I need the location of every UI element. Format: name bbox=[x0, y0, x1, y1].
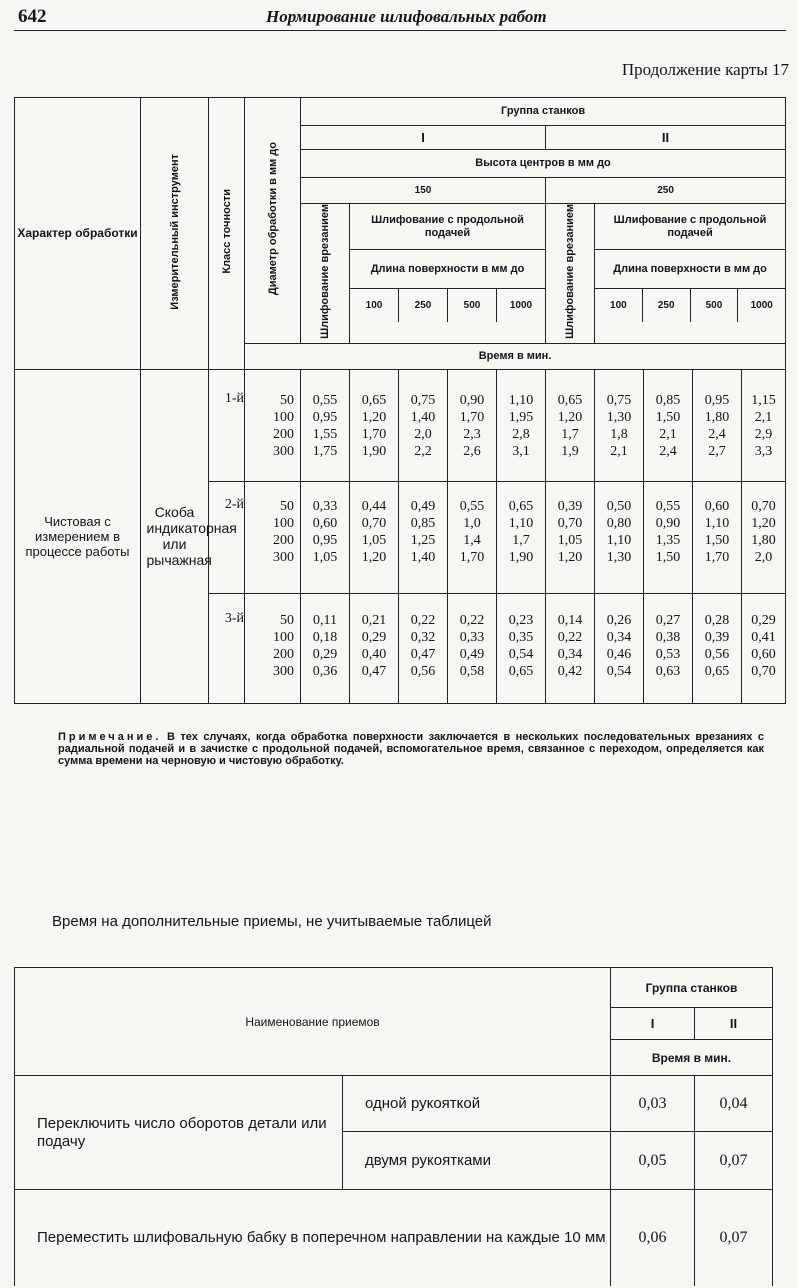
page-number: 642 bbox=[18, 6, 47, 27]
extra-time-table bbox=[14, 967, 773, 1286]
class-1-col-7: 0,75 1,30 1,8 2,1 bbox=[595, 369, 644, 481]
class-3-col-9: 0,28 0,39 0,56 0,65 bbox=[693, 593, 742, 703]
row-instrument: Скоба индикаторная или рычажная bbox=[141, 369, 209, 703]
value-one-handle-2: 0,04 bbox=[695, 1076, 773, 1132]
class-2-label: 2-й bbox=[209, 481, 245, 593]
class-3-diameters: 50 100 200 300 bbox=[245, 593, 301, 703]
header-length-2: Длина поверхности в мм до 100 250 500 1000 bbox=[595, 250, 786, 344]
class-3-col-5: 0,23 0,35 0,54 0,65 bbox=[497, 593, 546, 703]
header-extra-machine-group: Группа станков bbox=[611, 968, 773, 1008]
header-extra-group-1: I bbox=[611, 1008, 695, 1040]
class-1-label: 1-й bbox=[209, 369, 245, 481]
value-move-head-2: 0,07 bbox=[695, 1190, 773, 1286]
class-1-col-4: 0,90 1,70 2,3 2,6 bbox=[448, 369, 497, 481]
value-one-handle-1: 0,03 bbox=[611, 1076, 695, 1132]
header-operation-name: Наименование приемов bbox=[15, 968, 611, 1076]
class-2-col-4: 0,55 1,0 1,4 1,70 bbox=[448, 481, 497, 593]
class-1-col-1: 0,55 0,95 1,55 1,75 bbox=[301, 369, 350, 481]
class-2-col-3: 0,49 0,85 1,25 1,40 bbox=[399, 481, 448, 593]
class-2-col-9: 0,60 1,10 1,50 1,70 bbox=[693, 481, 742, 593]
class-2-col-7: 0,50 0,80 1,10 1,30 bbox=[595, 481, 644, 593]
class-3-col-10: 0,29 0,41 0,60 0,70 bbox=[742, 593, 786, 703]
header-character: Характер обработки bbox=[15, 98, 141, 370]
header-longitudinal-2: Шлифование с продольной подачей bbox=[595, 204, 786, 250]
class-2-col-10: 0,70 1,20 1,80 2,0 bbox=[742, 481, 786, 593]
section-subtitle: Время на дополнительные приемы, не учитываемые таблицей bbox=[52, 913, 492, 930]
header-time: Время в мин. bbox=[245, 343, 786, 369]
header-extra-time: Время в мин. bbox=[611, 1040, 773, 1076]
header-height-150: 150 bbox=[301, 178, 546, 204]
value-two-handles-2: 0,07 bbox=[695, 1132, 773, 1190]
header-instrument: Измерительный инструмент bbox=[141, 98, 209, 370]
class-3-col-2: 0,21 0,29 0,40 0,47 bbox=[350, 593, 399, 703]
page-header bbox=[14, 6, 786, 31]
header-center-height: Высота центров в мм до bbox=[301, 150, 786, 178]
class-1-col-3: 0,75 1,40 2,0 2,2 bbox=[399, 369, 448, 481]
class-3-label: 3-й bbox=[209, 593, 245, 703]
header-plunge-1: Шлифование врезанием bbox=[301, 204, 350, 344]
row-switch-two-handles: двумя рукоятками bbox=[343, 1132, 611, 1190]
class-3-col-8: 0,27 0,38 0,53 0,63 bbox=[644, 593, 693, 703]
header-longitudinal-1: Шлифование с продольной подачей bbox=[350, 204, 546, 250]
header-machine-group: Группа станков bbox=[301, 98, 786, 126]
header-length-1: Длина поверхности в мм до 100 250 500 1000 bbox=[350, 250, 546, 344]
class-1-col-9: 0,95 1,80 2,4 2,7 bbox=[693, 369, 742, 481]
row-switch-one-handle: одной рукояткой bbox=[343, 1076, 611, 1132]
header-group-2: II bbox=[546, 126, 786, 150]
class-1-col-6: 0,65 1,20 1,7 1,9 bbox=[546, 369, 595, 481]
header-extra-group-2: II bbox=[695, 1008, 773, 1040]
row-move-head: Переместить шлифовальную бабку в поперечном направлении на каждые 10 мм bbox=[15, 1190, 611, 1286]
class-2-col-6: 0,39 0,70 1,05 1,20 bbox=[546, 481, 595, 593]
class-3-col-1: 0,11 0,18 0,29 0,36 bbox=[301, 593, 350, 703]
class-2-col-2: 0,44 0,70 1,05 1,20 bbox=[350, 481, 399, 593]
class-2-col-1: 0,33 0,60 0,95 1,05 bbox=[301, 481, 350, 593]
class-1-col-8: 0,85 1,50 2,1 2,4 bbox=[644, 369, 693, 481]
class-1-col-10: 1,15 2,1 2,9 3,3 bbox=[742, 369, 786, 481]
class-1-col-5: 1,10 1,95 2,8 3,1 bbox=[497, 369, 546, 481]
class-2-diameters: 50 100 200 300 bbox=[245, 481, 301, 593]
class-3-col-7: 0,26 0,34 0,46 0,54 bbox=[595, 593, 644, 703]
header-group-1: I bbox=[301, 126, 546, 150]
value-move-head-1: 0,06 bbox=[611, 1190, 695, 1286]
footnote bbox=[58, 731, 764, 767]
class-2-col-5: 0,65 1,10 1,7 1,90 bbox=[497, 481, 546, 593]
class-1-diameters: 50 100 200 300 bbox=[245, 369, 301, 481]
row-switch-speed: Переключить число оборотов детали или подачу bbox=[15, 1076, 343, 1190]
header-class: Класс точности bbox=[209, 98, 245, 370]
class-3-col-4: 0,22 0,33 0,49 0,58 bbox=[448, 593, 497, 703]
header-height-250: 250 bbox=[546, 178, 786, 204]
footnote-text: В тех случаях, когда обработка поверхности заключается в нескольких последовательных врезаниях с радиальной подачей и в зачистке с продольной подачей, вспомогательное время, связанное с переходом, определяется как сумма времени на черновую и чистовую обработку. bbox=[58, 731, 764, 767]
running-title: Нормирование шлифовальных работ bbox=[266, 7, 547, 26]
header-plunge-2: Шлифование врезанием bbox=[546, 204, 595, 344]
value-two-handles-1: 0,05 bbox=[611, 1132, 695, 1190]
class-2-col-8: 0,55 0,90 1,35 1,50 bbox=[644, 481, 693, 593]
footnote-label: Примечание. bbox=[58, 731, 162, 743]
row-character: Чистовая с измерением в процессе работы bbox=[15, 369, 141, 703]
class-1-col-2: 0,65 1,20 1,70 1,90 bbox=[350, 369, 399, 481]
main-time-table bbox=[14, 97, 786, 704]
class-3-col-6: 0,14 0,22 0,34 0,42 bbox=[546, 593, 595, 703]
class-3-col-3: 0,22 0,32 0,47 0,56 bbox=[399, 593, 448, 703]
continuation-label: Продолжение карты 17 bbox=[621, 60, 789, 79]
header-diameter: Диаметр обработки в мм до bbox=[245, 98, 301, 344]
